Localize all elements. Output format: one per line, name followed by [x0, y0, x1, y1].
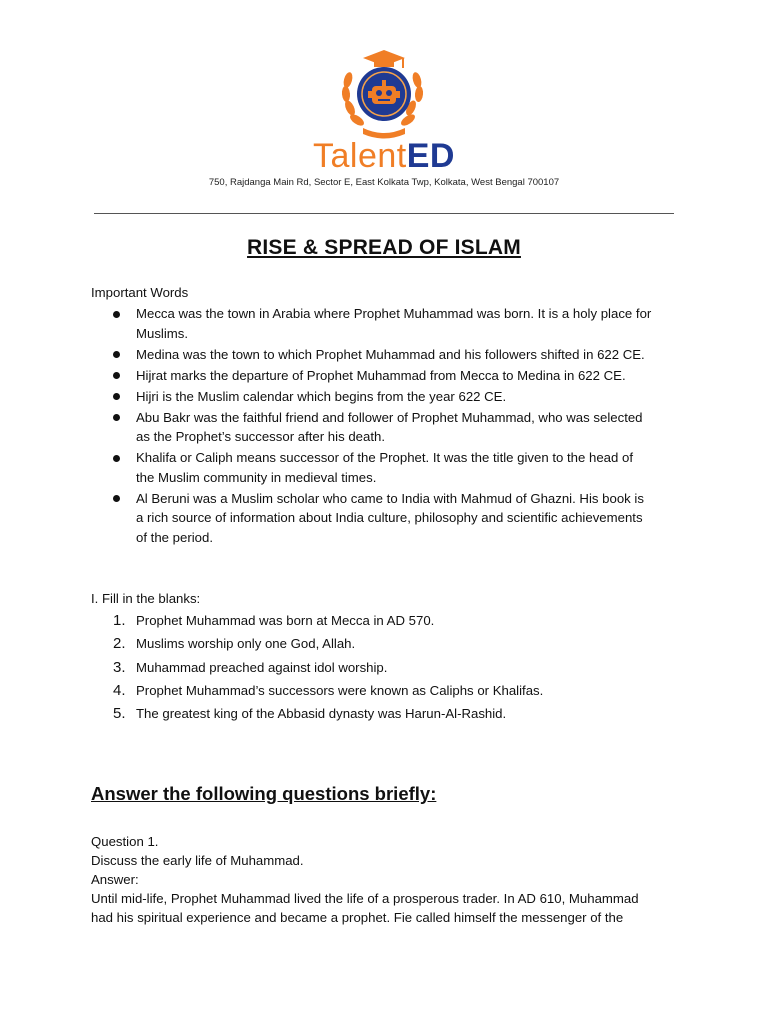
- fill-blanks-label: I. Fill in the blanks:: [91, 591, 201, 606]
- important-words-label: Important Words: [91, 285, 189, 300]
- list-item-line: Hijri is the Muslim calendar which begins from the year 622 CE.: [136, 388, 507, 404]
- list-item: [91, 679, 691, 702]
- list-item-line: Hijrat marks the departure of Prophet Muhammad from Mecca to Medina in 622 CE.: [136, 367, 626, 383]
- list-item: [91, 408, 691, 447]
- list-item-line: Al Beruni was a Muslim scholar who came to India with Mahmud of Ghazni. His book is: [136, 490, 644, 506]
- list-item-line: of the period.: [136, 529, 213, 545]
- brand-part-talent: Talent: [313, 137, 407, 175]
- list-item-line: Khalifa or Caliph means successor of the Prophet. It was the title given to the head of: [136, 450, 634, 465]
- question-label: Question 1.: [91, 834, 159, 849]
- answer-section-heading: Answer the following questions briefly:: [91, 783, 437, 804]
- bullet-icon: [113, 372, 120, 379]
- question-block: [91, 832, 681, 927]
- brand-part-ed: ED: [406, 137, 455, 175]
- question-text: Discuss the early life of Muhammad.: [91, 853, 304, 868]
- list-item: [91, 366, 691, 386]
- list-item-line: Medina was the town to which Prophet Muhammad and his followers shifted in 622 CE.: [136, 346, 645, 362]
- item-text: The greatest king of the Abbasid dynasty was Harun-Al-Rashid.: [136, 706, 507, 722]
- list-item-line: Abu Bakr was the faithful friend and follower of Prophet Muhammad, who was selected: [136, 409, 643, 425]
- bullet-icon: [113, 495, 120, 502]
- bullet-icon: [113, 351, 120, 358]
- brand-name: [0, 136, 768, 176]
- list-item: [91, 702, 691, 725]
- list-item: [91, 304, 691, 343]
- list-item-line: a rich source of information about India culture, philosophy and scientific achievements: [136, 510, 643, 525]
- list-item: [91, 387, 691, 407]
- list-item-line: as the Prophet’s successor after his death.: [136, 429, 385, 444]
- answer-line: Until mid-life, Prophet Muhammad lived the life of a prosperous trader. In AD 610, Muhammad: [91, 891, 639, 906]
- list-item: [91, 489, 691, 548]
- list-item: [91, 632, 691, 655]
- list-item: [91, 345, 691, 365]
- talented-logo: [339, 46, 429, 144]
- item-text: Muhammad preached against idol worship.: [136, 659, 388, 675]
- item-number: 3.: [113, 658, 126, 676]
- item-text: Muslims worship only one God, Allah.: [136, 636, 356, 652]
- answer-line: had his spiritual experience and became a prophet. Fie called himself the messenger of the: [91, 910, 624, 925]
- list-item-line: Mecca was the town in Arabia where Prophet Muhammad was born. It is a holy place for: [136, 306, 652, 321]
- important-words-list: [91, 304, 691, 549]
- item-number: 1.: [113, 612, 126, 629]
- address: 750, Rajdanga Main Rd, Sector E, East Kolkata Twp, Kolkata, West Bengal 700107: [208, 177, 560, 188]
- bullet-icon: [113, 311, 120, 318]
- bullet-icon: [113, 393, 120, 400]
- item-number: 2.: [113, 635, 126, 653]
- list-item: [91, 609, 691, 632]
- list-item: [91, 448, 691, 487]
- bullet-icon: [113, 414, 120, 421]
- header-divider: [94, 213, 674, 214]
- answer-label: Answer:: [91, 872, 139, 887]
- list-item-line: the Muslim community in medieval times.: [136, 469, 377, 485]
- page-title: RISE & SPREAD OF ISLAM: [247, 236, 521, 259]
- item-text: Prophet Muhammad was born at Mecca in AD 570.: [136, 613, 435, 628]
- fill-blanks-list: [91, 609, 691, 725]
- list-item: [91, 656, 691, 679]
- list-item-line: Muslims.: [136, 325, 189, 341]
- bullet-icon: [113, 455, 120, 462]
- item-number: 5.: [113, 705, 126, 723]
- item-number: 4.: [113, 681, 126, 699]
- item-text: Prophet Muhammad’s successors were known as Caliphs or Khalifas.: [136, 682, 544, 698]
